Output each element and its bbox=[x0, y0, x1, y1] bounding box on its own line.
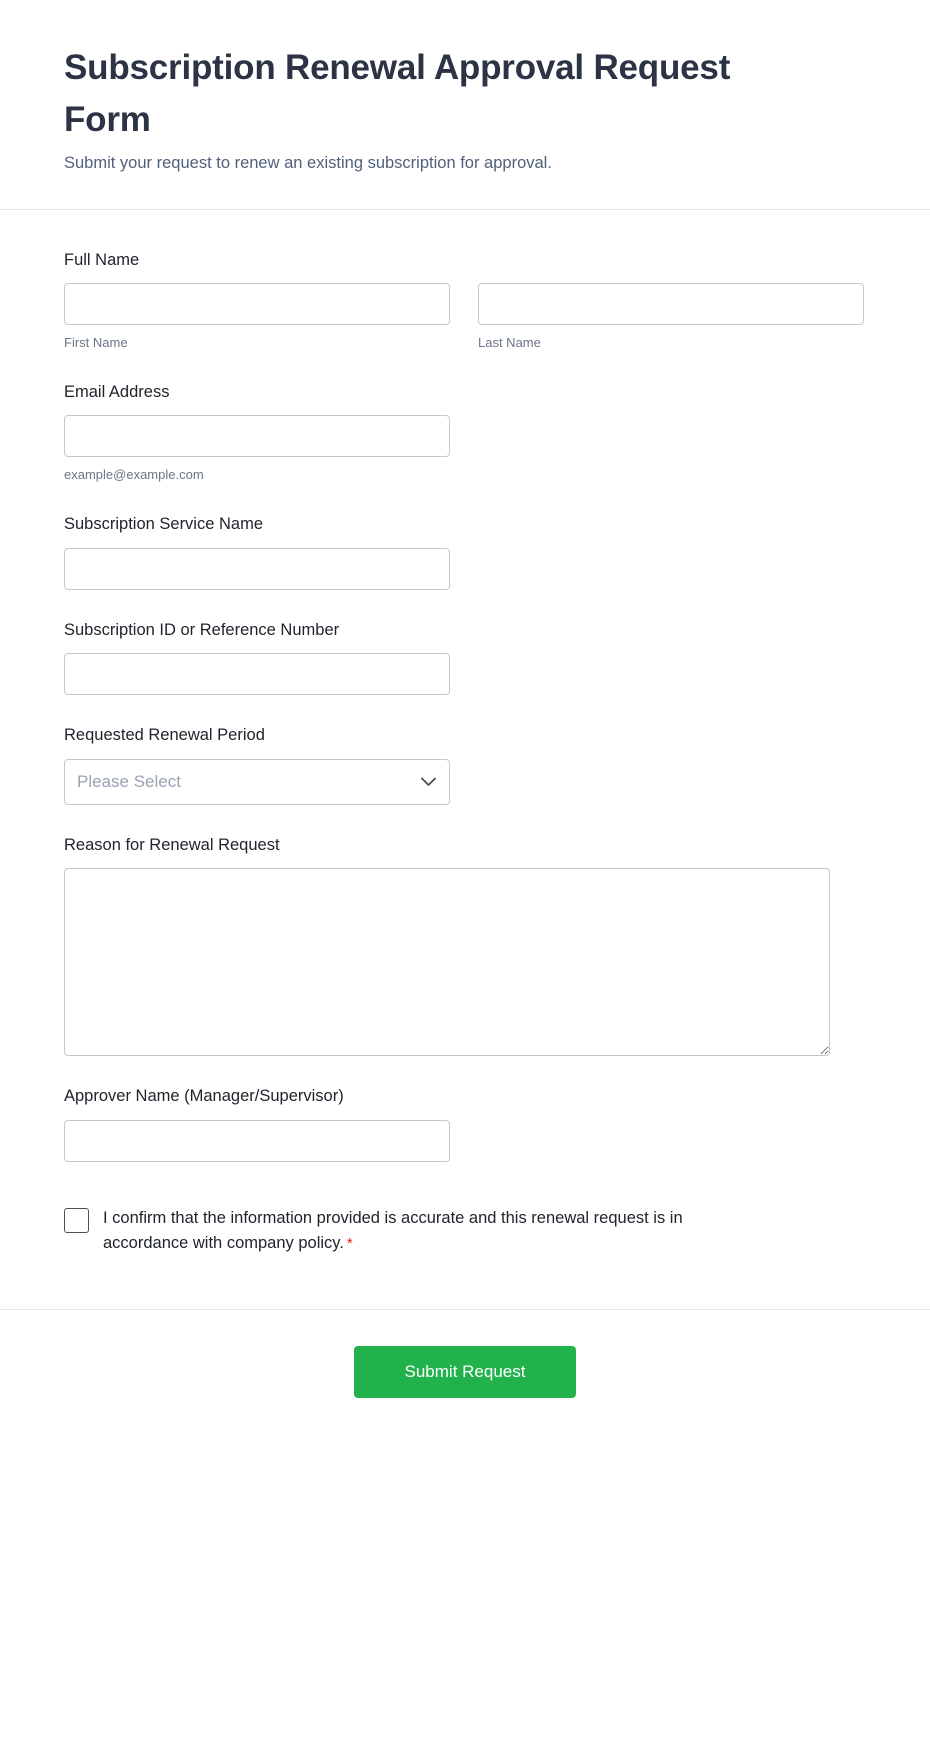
field-reason bbox=[64, 835, 866, 1056]
renewal-period-selected-value[interactable]: Please Select bbox=[64, 759, 450, 805]
required-asterisk: * bbox=[346, 1235, 353, 1253]
subscription-id-label: Subscription ID or Reference Number bbox=[64, 620, 340, 639]
last-name-input[interactable] bbox=[478, 283, 864, 325]
field-subscription-id bbox=[64, 620, 866, 695]
full-name-row bbox=[64, 283, 866, 352]
field-renewal-period bbox=[64, 725, 866, 804]
form-body bbox=[0, 210, 930, 1310]
renewal-period-select[interactable] bbox=[64, 759, 450, 805]
email-sublabel: example@example.com bbox=[64, 467, 204, 483]
field-confirmation bbox=[64, 1206, 866, 1257]
confirmation-text: I confirm that the information provided is accurate and this renewal request is in accordance with company policy. bbox=[103, 1208, 683, 1253]
page-subtitle: Submit your request to renew an existing subscription for approval. bbox=[64, 153, 552, 172]
service-name-input[interactable] bbox=[64, 548, 450, 590]
service-name-label: Subscription Service Name bbox=[64, 515, 263, 534]
first-name-input[interactable] bbox=[64, 283, 450, 325]
email-input[interactable] bbox=[64, 415, 450, 457]
form-header bbox=[0, 0, 930, 210]
reason-label: Reason for Renewal Request bbox=[64, 835, 280, 854]
renewal-period-label: Requested Renewal Period bbox=[64, 726, 265, 745]
field-service-name bbox=[64, 514, 866, 589]
field-email-address bbox=[64, 382, 866, 484]
email-label: Email Address bbox=[64, 383, 170, 402]
submit-button[interactable]: Submit Request bbox=[354, 1346, 576, 1398]
form-footer bbox=[0, 1310, 930, 1442]
confirmation-label bbox=[103, 1206, 743, 1257]
first-name-sublabel: First Name bbox=[64, 335, 128, 351]
first-name-group bbox=[64, 283, 450, 352]
last-name-sublabel: Last Name bbox=[478, 335, 541, 351]
approver-name-input[interactable] bbox=[64, 1120, 450, 1162]
field-full-name bbox=[64, 250, 866, 352]
full-name-label: Full Name bbox=[64, 250, 140, 269]
last-name-group bbox=[478, 283, 864, 352]
approver-name-label: Approver Name (Manager/Supervisor) bbox=[64, 1087, 344, 1106]
field-approver-name bbox=[64, 1086, 866, 1161]
confirmation-checkbox[interactable] bbox=[64, 1208, 89, 1233]
reason-textarea[interactable] bbox=[64, 868, 830, 1056]
page-title: Subscription Renewal Approval Request Form bbox=[64, 48, 731, 139]
subscription-id-input[interactable] bbox=[64, 653, 450, 695]
